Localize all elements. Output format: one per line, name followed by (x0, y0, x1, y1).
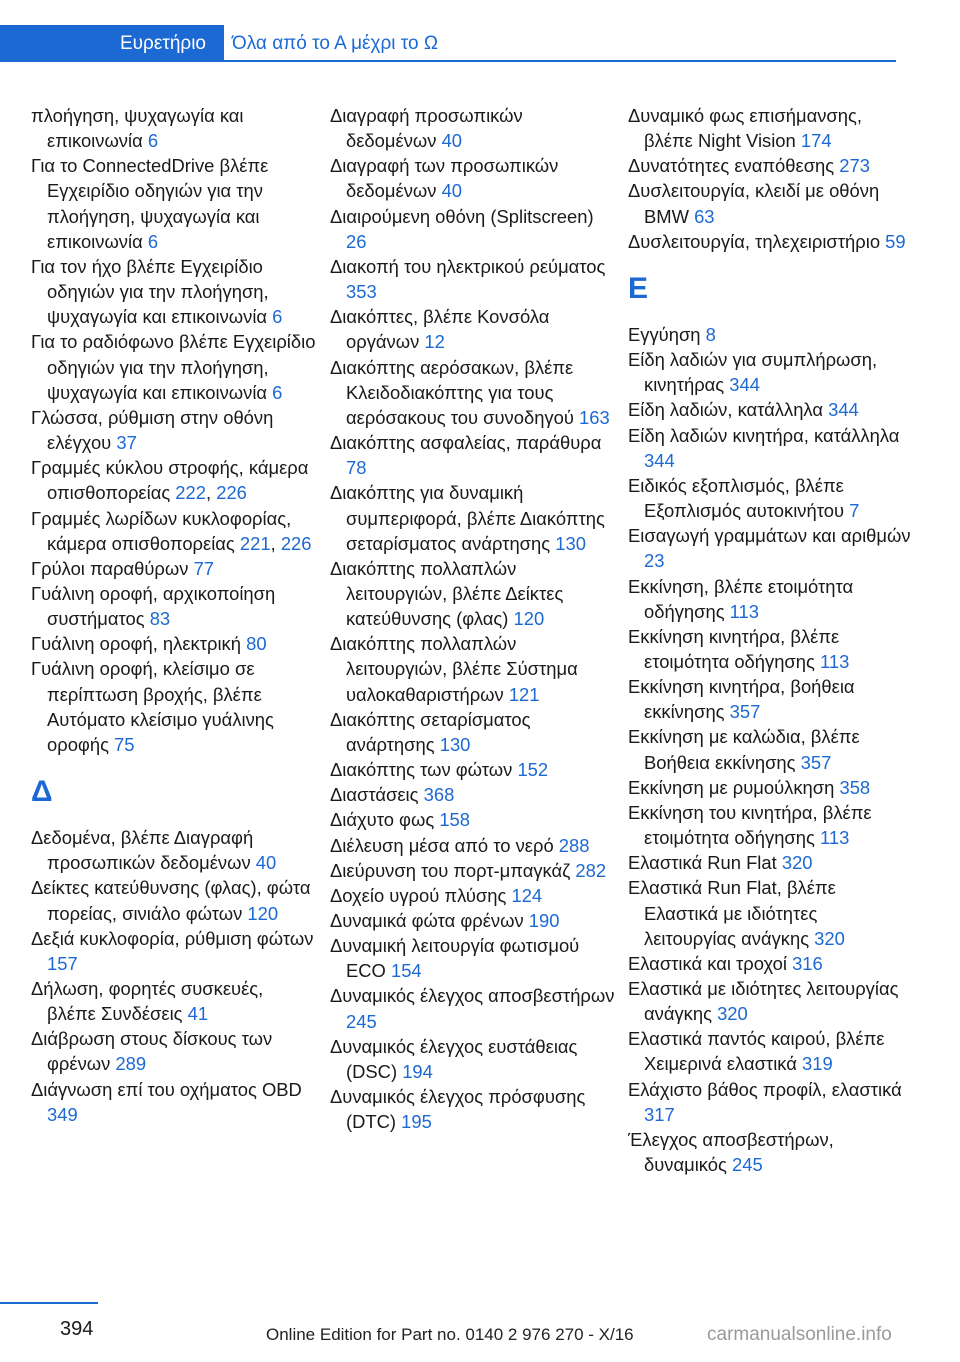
entry-group (31, 103, 316, 757)
index-entry (628, 347, 913, 397)
index-entry (628, 523, 913, 573)
index-entry-text: Για το ραδιόφωνο βλέπε Εγχειρίδιο οδηγιών για την πλοήγηση, ψυχαγωγία και επικοινωνία (31, 331, 316, 403)
index-entry-text: Ελαστικά Run Flat, βλέπε Ελαστικά με ιδιότητες λειτουργίας ανάγκης (628, 877, 836, 949)
index-entry (628, 103, 913, 153)
page-reference-link[interactable]: 6 (272, 306, 283, 328)
index-entry-text: Δυναμικός έλεγχος αποσβεστήρων (330, 985, 615, 1007)
index-entry (628, 800, 913, 850)
page-reference-link[interactable]: 152 (517, 759, 549, 781)
index-entry-text: Δυναμικός έλεγχος πρόσφυσης (DTC) (330, 1086, 586, 1133)
index-entry-text: Διακόπτης πολλαπλών λειτουργιών, βλέπε Σύστημα υαλοκαθαριστήρων (330, 633, 578, 705)
index-entry-text: Γλώσσα, ρύθμιση στην οθόνη ελέγχου (31, 406, 274, 454)
page-header (0, 0, 960, 62)
index-entry (330, 782, 615, 807)
index-entry (628, 178, 913, 228)
page-reference-link[interactable]: 222 (175, 482, 206, 504)
page-reference-link[interactable]: 40 (255, 852, 277, 874)
section-letter-epsilon: Ε (628, 271, 649, 305)
index-entry-text: Διαστάσεις (330, 784, 424, 806)
index-entry (628, 1077, 913, 1127)
index-entry-text: Δοχείο υγρού πλύσης (330, 884, 512, 906)
index-entry (628, 624, 913, 674)
page-reference-link[interactable]: 8 (705, 323, 716, 345)
page-reference-link[interactable]: 195 (401, 1111, 432, 1133)
index-entry (330, 631, 615, 706)
index-entry-text: Εισαγωγή γραμμάτων και αριθμών (628, 525, 911, 547)
page-number: 394 (60, 1318, 94, 1340)
page-reference-link[interactable]: 158 (439, 809, 470, 831)
page-reference-link[interactable]: 113 (820, 827, 850, 849)
index-entry-text: Διακόπτες, βλέπε Κονσόλα οργάνων (330, 306, 550, 353)
index-entry (330, 858, 615, 883)
index-entry-text: Εκκίνηση, βλέπε ετοιμότητα οδήγησης (628, 575, 854, 622)
index-entry-text: Διάχυτο φως (330, 809, 440, 831)
page-reference-link[interactable]: 41 (187, 1003, 209, 1025)
index-entry (330, 883, 615, 908)
page-reference-link[interactable]: 7 (849, 500, 860, 522)
index-entry-text: Δυσλειτουργία, τηλεχειριστήριο (628, 230, 886, 252)
index-entry-text: Δυσλειτουργία, κλειδί με οθόνη BMW (628, 180, 880, 227)
page-reference-link[interactable]: 221 (239, 532, 271, 554)
index-entry (31, 976, 316, 1026)
index-entry (31, 1077, 316, 1127)
index-entry-text: Εκκίνηση κινητήρα, βοήθεια εκκίνησης (628, 676, 855, 723)
index-entry (330, 807, 615, 832)
index-entry (330, 355, 615, 430)
index-entry-text: Διακόπτης σεταρίσματος ανάρτησης (330, 708, 531, 755)
index-entry (31, 103, 316, 153)
page-reference-link[interactable]: 344 (729, 374, 760, 396)
index-entry (330, 430, 615, 480)
index-entry-text: Δυναμικός έλεγχος ευστάθειας (DSC) (330, 1035, 578, 1082)
index-entry (628, 775, 913, 800)
page-reference-link[interactable]: 121 (508, 683, 540, 705)
page-reference-link[interactable]: 289 (115, 1053, 147, 1075)
index-entry-text: Για το ConnectedDrive βλέπε Εγχειρίδιο οδηγιών για την πλοήγηση, ψυχαγωγία και επικοινωνία (31, 155, 269, 252)
footer-divider (0, 1302, 98, 1304)
index-entry-text: Γραμμές λωρίδων κυκλοφορίας, κάμερα οπισθοπορείας (31, 507, 292, 554)
page-reference-link[interactable]: 282 (575, 859, 607, 881)
index-entry-text: Εκκίνηση με ρυμούλκηση (628, 776, 840, 798)
index-entry-text: Διακοπή του ηλεκτρικού ρεύματος (330, 255, 606, 277)
page-reference-link[interactable]: 124 (511, 884, 543, 906)
index-entry-text: Έλεγχος αποσβεστήρων, δυναμικός (628, 1128, 834, 1176)
index-entry (31, 825, 316, 875)
page-reference-link[interactable]: 245 (731, 1154, 763, 1176)
page-reference-link[interactable]: 319 (802, 1053, 833, 1075)
index-entry (628, 397, 913, 422)
page-reference-link[interactable]: 83 (149, 608, 171, 630)
page-reference-link[interactable]: 77 (193, 557, 215, 579)
index-entry-text: Δυναμικά φώτα φρένων (330, 910, 529, 931)
index-entry (330, 254, 615, 304)
index-entry (330, 103, 615, 153)
page-reference-link[interactable]: 320 (781, 852, 813, 874)
index-entry-text: Δυναμικό φως επισήμανσης, βλέπε Night Vision (628, 105, 862, 152)
edition-label: Online Edition for Part no. 0140 2 976 270 - X/16 (266, 1325, 634, 1344)
page-reference-link[interactable]: 320 (717, 1003, 748, 1025)
page-reference-link[interactable]: 113 (729, 600, 759, 622)
index-entry (31, 926, 316, 976)
index-entry-text: Γυάλινη οροφή, αρχικοποίηση συστήματος (31, 582, 276, 630)
index-entry (330, 556, 615, 631)
index-entry (628, 423, 913, 473)
index-entry (628, 875, 913, 950)
page-reference-link[interactable]: 23 (644, 550, 665, 572)
page-reference-link[interactable]: 358 (839, 776, 871, 798)
page-reference-link[interactable]: 80 (246, 633, 267, 655)
tab-a-to-z[interactable]: Όλα από το Α μέχρι το Ω (232, 32, 439, 54)
index-entry-text: Διάγνωση επί του οχήματος OBD (31, 1078, 302, 1100)
index-entry-text: Γρύλοι παραθύρων (31, 557, 194, 579)
page-reference-link[interactable]: 163 (579, 406, 610, 428)
index-entry-text: Διέλευση μέσα από το νερό (330, 834, 559, 856)
index-entry (628, 1026, 913, 1076)
page-reference-link[interactable]: 320 (814, 927, 845, 949)
index-entry (31, 1026, 316, 1076)
index-entry (330, 933, 615, 983)
index-entry (628, 951, 913, 976)
index-entry-text: Διακόπτης αερόσακων, βλέπε Κλειδοδιακόπτης για τους αερόσακους του συνοδηγού (330, 356, 580, 428)
index-entry-text: Διαγραφή προσωπικών δεδομένων (330, 105, 523, 152)
page-reference-link[interactable]: 78 (346, 457, 367, 479)
header-divider (224, 60, 896, 62)
index-entry-text: Δεδομένα, βλέπε Διαγραφή προσωπικών δεδομένων (31, 827, 256, 874)
page-reference-link[interactable]: 226 (216, 482, 247, 504)
page-reference-link[interactable]: 75 (114, 733, 135, 755)
index-entry-text: Διάβρωση στους δίσκους των φρένων (31, 1028, 273, 1075)
index-entry (330, 757, 615, 782)
index-entry (31, 631, 316, 656)
index-entry-text: Διεύρυνση του πορτ-μπαγκάζ (330, 859, 576, 881)
index-entry-text: Δυνατότητες εναπόθεσης (628, 155, 840, 177)
index-entry (628, 574, 913, 624)
index-entry (31, 254, 316, 329)
index-entry (330, 480, 615, 555)
index-entry (628, 976, 913, 1026)
index-entry (330, 153, 615, 203)
page-reference-link[interactable]: 273 (839, 155, 870, 177)
index-entry-text: Εγγύηση (628, 323, 706, 345)
index-entry-text: Δήλωση, φορητές συσκευές, βλέπε Συνδέσεις (31, 978, 264, 1025)
index-entry: Γραμμές κύκλου στροφής, κάμερα οπισθοπορείας 222, 226 (31, 457, 309, 504)
index-entry (628, 724, 913, 774)
page-reference-link[interactable]: 59 (885, 230, 906, 252)
page-reference-link[interactable]: 157 (47, 952, 78, 974)
index-entry (330, 1084, 615, 1134)
index-entry-text: Είδη λαδιών κινητήρα, κατάλληλα (628, 424, 900, 446)
index-entry-text: Γραμμές κύκλου στροφής, κάμερα οπισθοπορείας (31, 457, 309, 504)
page-reference-link[interactable]: 26 (346, 230, 367, 252)
index-entry (31, 875, 316, 925)
index-column-3 (628, 103, 913, 1177)
page-reference-link[interactable]: 353 (346, 281, 377, 303)
page-reference-link[interactable]: 37 (116, 432, 137, 454)
index-entry (628, 229, 913, 254)
index-entry-text: Διακόπτης για δυναμική συμπεριφορά, βλέπε Διακόπτης σεταρίσματος ανάρτησης (330, 482, 605, 554)
entry-group (330, 103, 615, 1134)
page-reference-link[interactable]: 245 (346, 1010, 377, 1032)
index-entry-text: Εκκίνηση με καλώδια, βλέπε Βοήθεια εκκίνησης (628, 726, 860, 773)
page-reference-link[interactable]: 120 (247, 902, 279, 924)
page-reference-link[interactable]: 120 (513, 608, 545, 630)
index-entry-text: Ελαστικά Run Flat (628, 852, 782, 874)
entry-group (628, 322, 913, 1177)
index-entry (628, 850, 913, 875)
index-entry-text: Διαιρούμενη οθόνη (Splitscreen) (330, 205, 594, 227)
page-reference-link[interactable]: 194 (402, 1060, 433, 1082)
index-entry-text: Ελαστικά παντός καιρού, βλέπε Χειμερινά ελαστικά (628, 1028, 885, 1075)
index-entry-text: Εκκίνηση του κινητήρα, βλέπε ετοιμότητα οδήγησης (628, 801, 872, 849)
index-entry-text: Ελαστικά με ιδιότητες λειτουργίας ανάγκης (628, 978, 899, 1025)
index-entry (330, 707, 615, 757)
section-letter-delta: Δ (31, 775, 53, 809)
index-entry (31, 329, 316, 404)
page-reference-link[interactable]: 317 (644, 1103, 675, 1125)
index-entry (628, 322, 913, 347)
page-reference-link[interactable]: 63 (694, 205, 715, 227)
index-entry-text: πλοήγηση, ψυχαγωγία και επικοινωνία (31, 105, 244, 152)
page-reference-link[interactable]: 344 (644, 449, 675, 471)
page-reference-link[interactable]: 368 (423, 784, 455, 806)
index-entry-text: Διακόπτης των φώτων (330, 759, 518, 781)
index-entry (31, 405, 316, 455)
index-entry (628, 153, 913, 178)
page-reference-link[interactable]: 349 (47, 1103, 78, 1125)
page-reference-link[interactable]: 174 (800, 130, 832, 152)
index-entry-text: Ελαστικά και τροχοί (628, 952, 793, 974)
index-entry-text: Διακόπτης ασφαλείας, παράθυρα (330, 432, 602, 454)
index-entry-text: Διαγραφή των προσωπικών δεδομένων (330, 155, 559, 202)
index-entry (31, 656, 316, 757)
index-entry (31, 153, 316, 254)
index-entry (628, 1127, 913, 1177)
entry-group (628, 103, 913, 254)
index-entry (330, 304, 615, 354)
index-entry-text: Εκκίνηση κινητήρα, βλέπε ετοιμότητα οδήγησης (628, 625, 840, 672)
index-entry-text: Δείκτες κατεύθυνσης (φλας), φώτα πορείας, σινιάλο φώτων (31, 877, 311, 924)
index-entry (330, 1034, 615, 1084)
page-reference-link[interactable]: 12 (424, 331, 445, 353)
index-entry-text: Γυάλινη οροφή, κλείσιμο σε περίπτωση βροχής, βλέπε Αυτόματο κλείσιμο γυάλινης οροφής (31, 658, 274, 755)
index-entry (330, 833, 615, 858)
page-reference-link[interactable]: 190 (528, 910, 560, 931)
page-reference-link[interactable]: 154 (390, 960, 422, 982)
page-reference-link[interactable]: 6 (272, 381, 283, 403)
index-column-2 (330, 103, 615, 1134)
index-entry-text: Ειδικός εξοπλισμός, βλέπε Εξοπλισμός αυτοκινήτου (628, 474, 850, 522)
index-entry-text: Ελάχιστο βάθος προφίλ, ελαστικά (628, 1078, 902, 1100)
page-reference-link[interactable]: 40 (441, 180, 463, 202)
entry-group (31, 825, 316, 1127)
index-entry-text: Γυάλινη οροφή, ηλεκτρική (31, 633, 247, 655)
page-reference-link[interactable]: 6 (147, 130, 159, 152)
page-reference-link[interactable]: 226 (280, 532, 312, 554)
index-entry (628, 674, 913, 724)
index-entry-text: Δεξιά κυκλοφορία, ρύθμιση φώτων (31, 927, 314, 949)
index-entry-text: Δυναμική λειτουργία φωτισμού ECO (330, 935, 580, 982)
page-reference-link[interactable]: 316 (792, 952, 823, 974)
tab-index[interactable]: Ευρετήριο (0, 25, 224, 62)
watermark: carmanualsonline.info (707, 1324, 892, 1345)
index-entry-text: Είδη λαδιών, κατάλληλα (628, 399, 829, 421)
index-entry (330, 204, 615, 254)
index-entry-text: Διακόπτης πολλαπλών λειτουργιών, βλέπε Δείκτες κατεύθυνσης (φλας) (330, 557, 564, 630)
page-reference-link[interactable]: 113 (820, 650, 850, 672)
index-entry: Γραμμές λωρίδων κυκλοφορίας, κάμερα οπισθοπορείας 221, 226 (31, 507, 312, 554)
index-column-1 (31, 103, 316, 1127)
index-entry (330, 908, 615, 933)
index-entry (628, 473, 913, 523)
page-reference-link[interactable]: 130 (555, 532, 586, 554)
page-reference-link[interactable]: 357 (800, 751, 832, 773)
page-reference-link[interactable]: 288 (558, 834, 590, 856)
index-entry-text: Για τον ήχο βλέπε Εγχειρίδιο οδηγιών για την πλοήγηση, ψυχαγωγία και επικοινωνία (31, 255, 273, 328)
index-entry (330, 983, 615, 1033)
index-entry (31, 556, 316, 581)
index-entry-text: Είδη λαδιών για συμπλήρωση, κινητήρας (628, 349, 878, 396)
page-reference-link[interactable]: 6 (147, 230, 159, 252)
page-reference-link[interactable]: 344 (828, 399, 859, 421)
index-entry (31, 581, 316, 631)
page-reference-link[interactable]: 357 (729, 701, 761, 723)
page-reference-link[interactable]: 130 (439, 733, 471, 755)
page-reference-link[interactable]: 40 (441, 130, 463, 152)
